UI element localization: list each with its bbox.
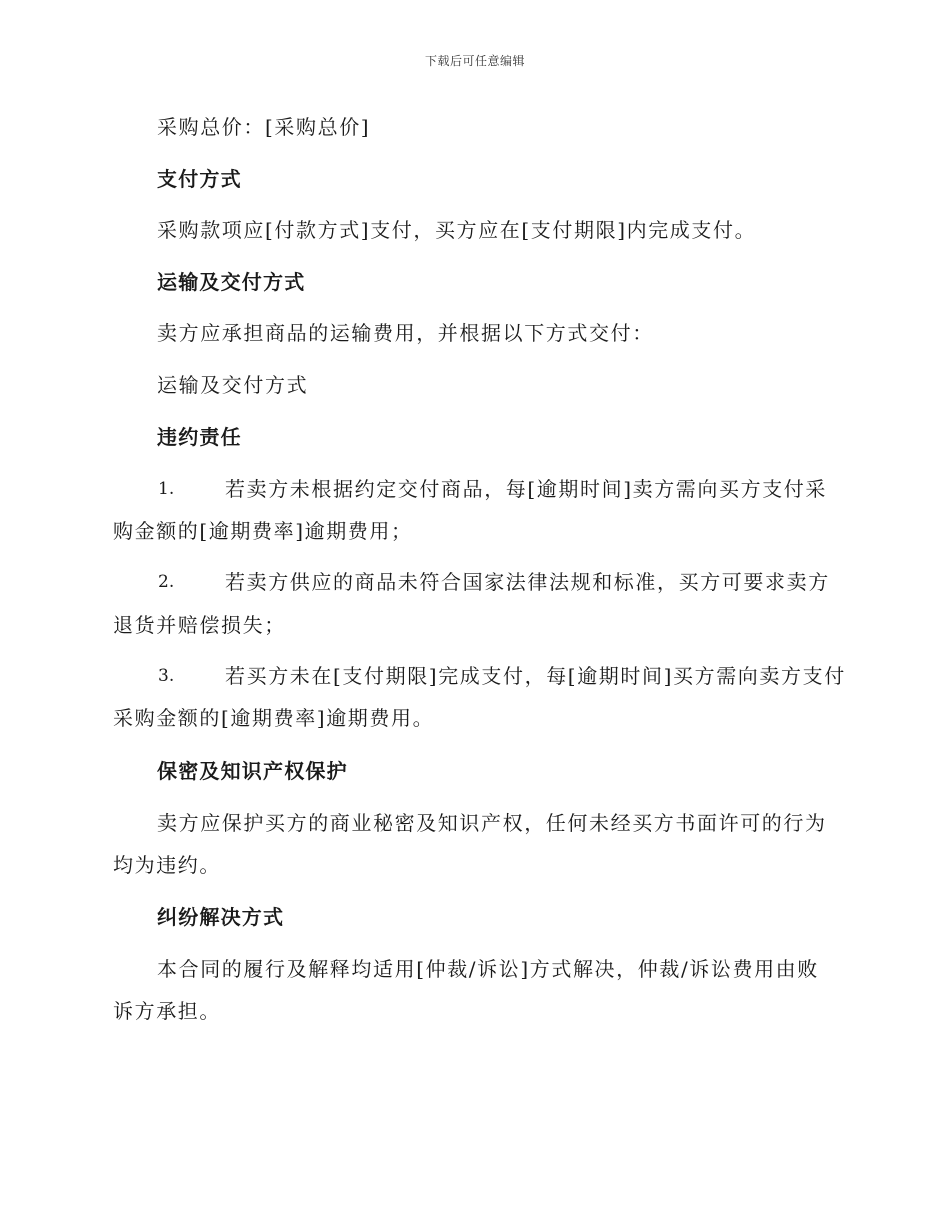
list-item-line: 采购金额的[逾期费率]逾期费用。 (113, 706, 435, 730)
confidential-text: 均为违约。 (113, 853, 221, 877)
item-number: 1. (158, 479, 175, 499)
delivery-heading: 运输及交付方式 (157, 270, 306, 294)
page-header: 下载后可任意编辑 (424, 54, 525, 68)
payment-heading: 支付方式 (157, 167, 242, 191)
list-item-line: 若卖方供应的商品未符合国家法律法规和标准，买方可要求卖方 (225, 570, 830, 594)
total-price-line: 采购总价：[采购总价] (157, 115, 371, 139)
payment-text: 采购款项应[付款方式]支付，买方应在[支付期限]内完成支付。 (157, 218, 757, 242)
dispute-text: 诉方承担。 (113, 999, 221, 1023)
confidential-text: 卖方应保护买方的商业秘密及知识产权，任何未经买方书面许可的行为 (157, 811, 827, 835)
dispute-text: 本合同的履行及解释均适用[仲裁/诉讼]方式解决，仲裁/诉讼费用由败 (157, 957, 819, 981)
item-number: 3. (158, 666, 175, 686)
list-item-line: 退货并赔偿损失； (113, 613, 286, 637)
list-item-line: 若卖方未根据约定交付商品，每[逾期时间]卖方需向买方支付采 (225, 477, 828, 501)
confidential-heading: 保密及知识产权保护 (157, 759, 348, 783)
item-number: 2. (158, 572, 175, 592)
delivery-method: 运输及交付方式 (157, 373, 309, 397)
list-item-line: 若买方未在[支付期限]完成支付，每[逾期时间]买方需向卖方支付 (225, 664, 846, 688)
dispute-heading: 纠纷解决方式 (157, 905, 285, 929)
list-item-line: 购金额的[逾期费率]逾期费用； (113, 519, 413, 543)
delivery-text: 卖方应承担商品的运输费用，并根据以下方式交付： (157, 321, 654, 345)
liability-heading: 违约责任 (157, 425, 242, 449)
